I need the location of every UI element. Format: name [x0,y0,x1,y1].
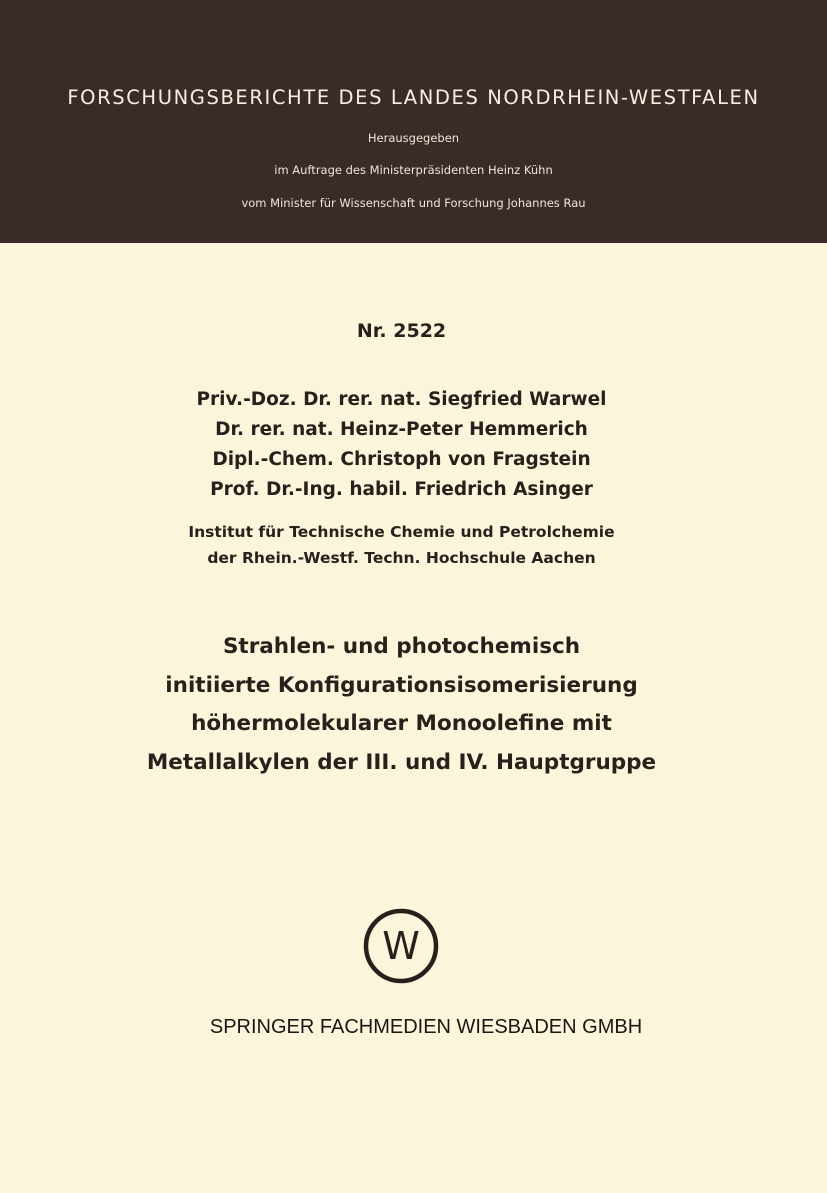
header-edited-line: Herausgegeben [367,131,460,145]
header-commission-line: im Auftrage des Ministerpräsidenten Heinz Kühn [274,163,553,177]
author-list [0,385,803,505]
header-minister-line: vom Minister für Wissenschaft und Forschung Johannes Rau [241,196,586,210]
series-title: FORSCHUNGSBERICHTE DES LANDES NORDRHEIN-WESTFALEN [67,86,760,109]
title-line: Metallalkylen der III. und IV. Hauptgruppe [146,749,657,775]
author-name: Dr. rer. nat. Heinz-Peter Hemmerich [215,419,588,440]
publisher-logo-icon [363,908,439,984]
title-line: Strahlen- und photochemisch [222,634,581,659]
institute-block [0,519,803,571]
author-name: Prof. Dr.-Ing. habil. Friedrich Asinger [210,479,593,500]
publisher-name: SPRINGER FACHMEDIEN WIESBADEN GMBH [209,1016,643,1038]
header-band [0,0,827,243]
institute-line: der Rhein.-Westf. Techn. Hochschule Aachen [207,549,596,567]
book-title [0,628,803,782]
author-name: Priv.-Doz. Dr. rer. nat. Siegfried Warwel [196,389,607,410]
report-number: Nr. 2522 [356,320,447,342]
title-line: initiierte Konfigurationsisomerisierung [165,672,638,698]
institute-line: Institut für Technische Chemie und Petrolchemie [188,523,615,541]
title-line: höhermolekularer Monoolefine mit [191,711,612,736]
author-name: Dipl.-Chem. Christoph von Fragstein [212,449,591,470]
logo-letter: W [382,924,420,968]
